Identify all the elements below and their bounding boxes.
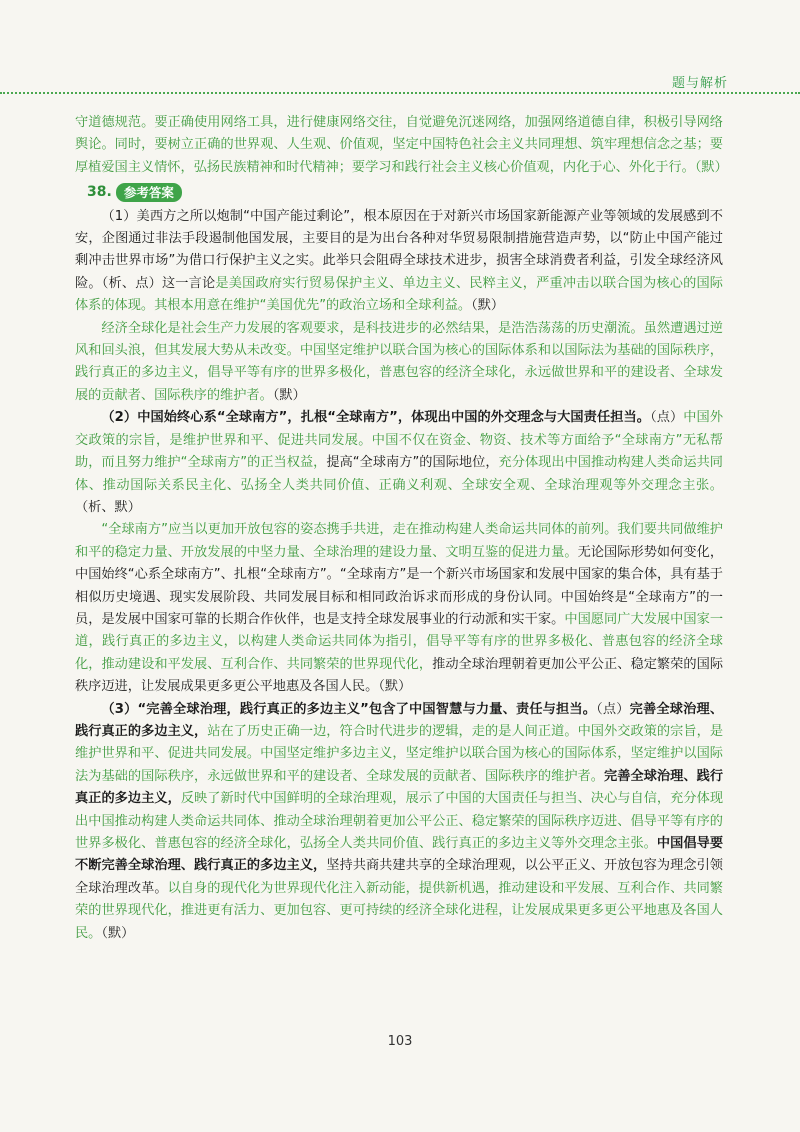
part3-bold-text-4: 中国倡导要不断完善全球治理、践行真正的多边主义， [75, 836, 724, 874]
question-header [87, 181, 723, 203]
part3-paragraph [75, 699, 723, 945]
para4-tag: （默） [378, 679, 412, 695]
part2-black-text: 提高“全球南方”的国际地位， [326, 455, 499, 471]
para2-tag: （默） [272, 387, 306, 403]
part1-black-text: （1）美西方之所以炮制“中国产能过剩论”，根本原因在于对新兴市场国家新能源产业等领域的发展感到不安，企图通过非法手段遏制他国发展，主要目的是为出台各种对华贸易限制措施营造声势，以“防止中国产能过剩冲击世界市场”为借口行保护主义之实。此举只会阻碍全球技术进步，损害全球消费者利益，引发全球经济风险。（析、点）这一言论 [75, 208, 723, 291]
part2-bold-text: （2）中国始终心系“全球南方”，扎根“全球南方”，体现出中国的外交理念与大国责任担当。 [101, 410, 651, 426]
part2-green-text-2: 充分体现出中国推动构建人类命运共同体、推动国际关系民主化、弘扬全人类共同价值、正确义利观、全球安全观、全球治理观等外交理念主张。 [75, 455, 723, 493]
para4-black-text-1: 无论国际形势如何变化，中国始终“心系全球南方”、扎根“全球南方”。“全球南方”是一个新兴市场国家和发展中国家的集合体，具有基于相似历史境遇、现实发展阶段、共同发展目标和相同政治诉求而形成的身份认同。中国始终是“全球南方”的一员，是发展中国家可靠的长期合作伙伴，也是支持全球发展事业的行动派和实干家。 [75, 544, 724, 627]
part3-black-text: 坚持共商共建共享的全球治理观，以公平正义、开放包容为理念引领全球治理改革。 [75, 858, 723, 896]
para4-black-text-2: 推动全球治理朝着更加公平公正、稳定繁荣的国际秩序迈进，让发展成果更多更公平地惠及各国人民。 [75, 656, 724, 695]
part3-bold-text-3: 完善全球治理、践行真正的多边主义， [75, 768, 724, 807]
para4-green-text-2: 中国愿同广大发展中国家一道，践行真正的多边主义，以构建人类命运共同体为指引，倡导平等有序的世界多极化、普惠包容的经济全球化，推动建设和平发展、互利合作、共同繁荣的世界现代化， [75, 611, 724, 672]
part2-paragraph [75, 407, 723, 519]
part3-tag1: （点） [596, 701, 630, 717]
part3-bold-text-1: （3）“完善全球治理，践行真正的多边主义”包含了中国智慧与力量、责任与担当。 [101, 701, 597, 717]
para4-green-text-1: “全球南方”应当以更加开放包容的姿态携手共进，走在推动构建人类命运共同体的前列。我们要共同做维护和平的稳定力量、开放发展的中坚力量、全球治理的建设力量、文明互鉴的促进力量。 [75, 522, 723, 560]
pre-paragraph: 守道德规范。要正确使用网络工具，进行健康网络交往，自觉避免沉迷网络，加强网络道德自律，积极引导网络舆论。同时，要树立正确的世界观、人生观、价值观，坚定中国特色社会主义共同理想、筑牢理想信念之基；要厚植爱国主义情怀，弘扬民族精神和时代精神；要学习和践行社会主义核心价值观，内化于心、外化于行。（默） [75, 115, 728, 175]
part3-tag: （默） [101, 925, 135, 941]
paragraph-4 [75, 519, 723, 698]
page-content [75, 112, 728, 945]
page-header-title: 题与解析 [671, 76, 728, 91]
part3-bold-text-2: 完善全球治理、践行真正的多边主义， [75, 701, 724, 739]
question-number: 38. [87, 184, 112, 201]
part1-tag: （默） [471, 298, 505, 314]
para2-green-text: 经济全球化是社会生产力发展的客观要求，是科技进步的必然结果，是浩浩荡荡的历史潮流。虽然遭遇过逆风和回头浪，但其发展大势从未改变。中国坚定维护以联合国为核心的国际体系和以国际法为基础的国际秩序，践行真正的多边主义，倡导平等有序的世界多极化，普惠包容的经济全球化，永远做世界和平的建设者、全球发展的贡献者、国际秩序的维护者。 [75, 320, 723, 403]
part3-green-text-2: 反映了新时代中国鲜明的全球治理观，展示了中国的大国责任与担当、决心与自信，充分体现出中国推动构建人类命运共同体、推动全球治理朝着更加公平公正、稳定繁荣的国际秩序迈进、倡导平等有序的世界多极化、普惠包容的经济全球化，弘扬全人类共同价值、践行真正的多边主义等外交理念主张。 [75, 791, 724, 851]
part3-green-text-3: 以自身的现代化为世界现代化注入新动能，提供新机遇，推动建设和平发展、互利合作、共同繁荣的世界现代化，推进更有活力、更加包容、更可持续的经济全球化进程，让发展成果更多更公平地惠及各国人民。 [75, 880, 723, 941]
paragraph-2 [75, 318, 723, 408]
header-dotted-rule [0, 92, 800, 94]
page-number: 103 [387, 1034, 413, 1049]
part1-green-text: 是美国政府实行贸易保护主义、单边主义、民粹主义，严重冲击以联合国为核心的国际体系的体现。其根本用意在维护“美国优先”的政治立场和全球利益。 [75, 275, 723, 314]
part3-green-text-1: 站在了历史正确一边，符合时代进步的逻辑，走的是人间正道。中国外交政策的宗旨，是维护世界和平、促进共同发展。中国坚定维护多边主义，坚定维护以联合国为核心的国际体系，坚定维护以国际法为基础的国际秩序，永远做世界和平的建设者、全球发展的贡献者、国际秩序的维护者。 [75, 723, 724, 784]
part1-paragraph [75, 206, 723, 318]
answer-badge: 参考答案 [116, 183, 182, 202]
part2-green-text-1: 中国外交政策的宗旨，是维护世界和平、促进共同发展。中国不仅在资金、物资、技术等方面给予“全球南方”无私帮助，而且努力维护“全球南方”的正当权益， [75, 410, 724, 471]
part2-tag2: （析、默） [75, 499, 141, 515]
part2-tag1: （点） [650, 410, 684, 426]
